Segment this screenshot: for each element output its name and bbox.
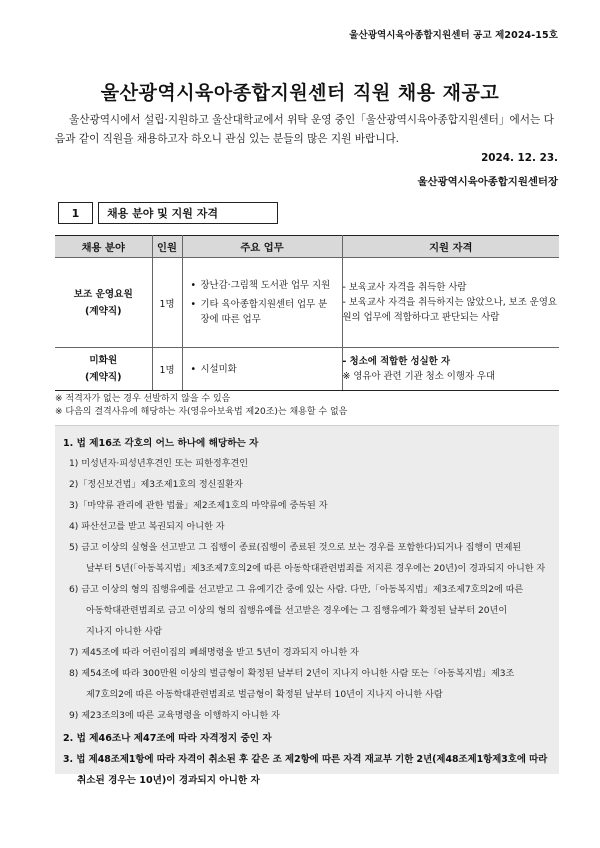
qualifications-cell bbox=[342, 258, 559, 348]
duty-item: • 기타 육아종합지원센터 업무 분장에 따른 업무 bbox=[191, 297, 336, 327]
duty-item: • 장난감·그림책 도서관 업무 지원 bbox=[191, 278, 336, 293]
field-cell bbox=[55, 258, 152, 348]
qualification-item: - 보육교사 자격을 취득하지는 않았으나, 보조 운영요원의 업무에 적합하다고 판단되는 사람 bbox=[342, 297, 557, 323]
qualification-item: - 보육교사 자격을 취득한 사람 bbox=[342, 282, 467, 293]
field-contract: (계약직) bbox=[84, 372, 122, 383]
header-count: 인원 bbox=[152, 236, 182, 258]
header-duties: 주요 업무 bbox=[182, 236, 342, 258]
qualification-item: - 청소에 적합한 성실한 자 bbox=[342, 356, 451, 367]
field-name: 미화원 bbox=[89, 355, 118, 366]
section-number: 1 bbox=[58, 202, 93, 224]
qualification-note: ※ 영유아 관련 기관 청소 이행자 우대 bbox=[342, 371, 496, 382]
criteria-heading-3-cont: 취소된 경우는 10년)이 경과되지 아니한 자 bbox=[77, 775, 260, 786]
section-header bbox=[58, 202, 278, 224]
note-line: ※ 다음의 결격사유에 해당하는 자(영유아보육법 제20조)는 채용할 수 없음 bbox=[55, 407, 348, 417]
criteria-item: 6) 금고 이상의 형의 집행유예를 선고받고 그 유예기간 중에 있는 사람. 다만,「아동복지법」제3조제7호의2에 따른 bbox=[69, 585, 524, 595]
intro-paragraph: 울산광역시에서 설립·지원하고 울산대학교에서 위탁 운영 중인「울산광역시육아종합지원센터」에서는 다음과 같이 직원을 채용하고자 하오니 관심 있는 분들의 많은 지원 바랍니다. bbox=[55, 114, 554, 145]
recruitment-table bbox=[55, 235, 559, 391]
criteria-item-cont: 날부터 5년(「아동복지법」제3조제7호의2에 따른 아동학대관련범죄를 저지른 경우에는 20년)이 경과되지 아니한 자 bbox=[86, 564, 546, 574]
field-contract: (계약직) bbox=[84, 305, 122, 317]
page-title: 울산광역시육아종합지원센터 직원 채용 재공고 bbox=[100, 82, 500, 104]
criteria-item: 8) 제54조에 따라 300만원 이상의 벌금형이 확정된 날부터 2년이 지나지 아니한 사람 또는「아동복지법」제3조 bbox=[69, 669, 515, 679]
table-header-row bbox=[55, 236, 559, 258]
disqualification-box bbox=[55, 425, 559, 786]
criteria-item-cont: 제7호의2에 따른 아동학대관련범죄로 벌금형이 확정된 날부터 10년이 지나지 아니한 사람 bbox=[86, 690, 443, 700]
header-field: 채용 분야 bbox=[55, 236, 152, 258]
count-cell: 1명 bbox=[152, 258, 182, 348]
section-title: 채용 분야 및 지원 자격 bbox=[98, 202, 278, 224]
field-name: 보조 운영요원 bbox=[73, 288, 133, 300]
criteria-item: 9) 제23조의3에 따른 교육명령을 이행하지 아니한 자 bbox=[69, 711, 280, 721]
criteria-item: 4) 파산선고를 받고 복권되지 아니한 자 bbox=[69, 522, 225, 532]
notice-date: 2024. 12. 23. bbox=[481, 152, 558, 164]
criteria-item-cont: 지나지 아니한 사람 bbox=[86, 627, 163, 637]
criteria-heading-3: 3. 법 제48조제1항에 따라 자격이 취소된 후 같은 조 제2항에 따른 자격 재교부 기한 2년(제48조제1항제3호에 따라 bbox=[63, 754, 548, 765]
table-row bbox=[55, 258, 559, 348]
criteria-item: 2)「정신보건법」제3조제1호의 정신질환자 bbox=[69, 480, 243, 490]
criteria-item: 7) 제45조에 따라 어린이집의 폐쇄명령을 받고 5년이 경과되지 아니한 자 bbox=[69, 648, 359, 658]
duties-cell bbox=[182, 348, 342, 391]
criteria-item: 1) 미성년자·피성년후견인 또는 피한정후견인 bbox=[69, 459, 249, 469]
criteria-heading-2: 2. 법 제46조나 제47조에 따라 자격정지 중인 자 bbox=[63, 733, 272, 744]
signer: 울산광역시육아종합지원센터장 bbox=[417, 176, 558, 188]
table-row bbox=[55, 348, 559, 391]
table-notes bbox=[55, 393, 347, 419]
criteria-item: 3)「마약류 관리에 관한 법률」제2조제1호의 마약류에 중독된 자 bbox=[69, 501, 328, 511]
header-qualifications: 지원 자격 bbox=[342, 236, 559, 258]
duties-cell bbox=[182, 258, 342, 348]
notice-number: 울산광역시육아종합지원센터 공고 제2024-15호 bbox=[349, 30, 558, 41]
criteria-heading-1: 1. 법 제16조 각호의 어느 하나에 해당하는 자 bbox=[63, 438, 259, 449]
criteria-item-cont: 아동학대관련범죄로 금고 이상의 형의 집행유예를 선고받은 경우에는 그 집행유예가 확정된 날부터 20년이 bbox=[86, 606, 508, 616]
count-cell: 1명 bbox=[152, 348, 182, 391]
note-line: ※ 적격자가 없는 경우 선발하지 않을 수 있음 bbox=[55, 394, 231, 404]
criteria-item: 5) 금고 이상의 실형을 선고받고 그 집행이 종료(집행이 종료된 것으로 보는 경우를 포함한다)되거나 집행이 면제된 bbox=[69, 543, 522, 553]
qualifications-cell bbox=[342, 348, 559, 391]
duty-item: • 시설미화 bbox=[191, 362, 336, 377]
field-cell bbox=[55, 348, 152, 391]
